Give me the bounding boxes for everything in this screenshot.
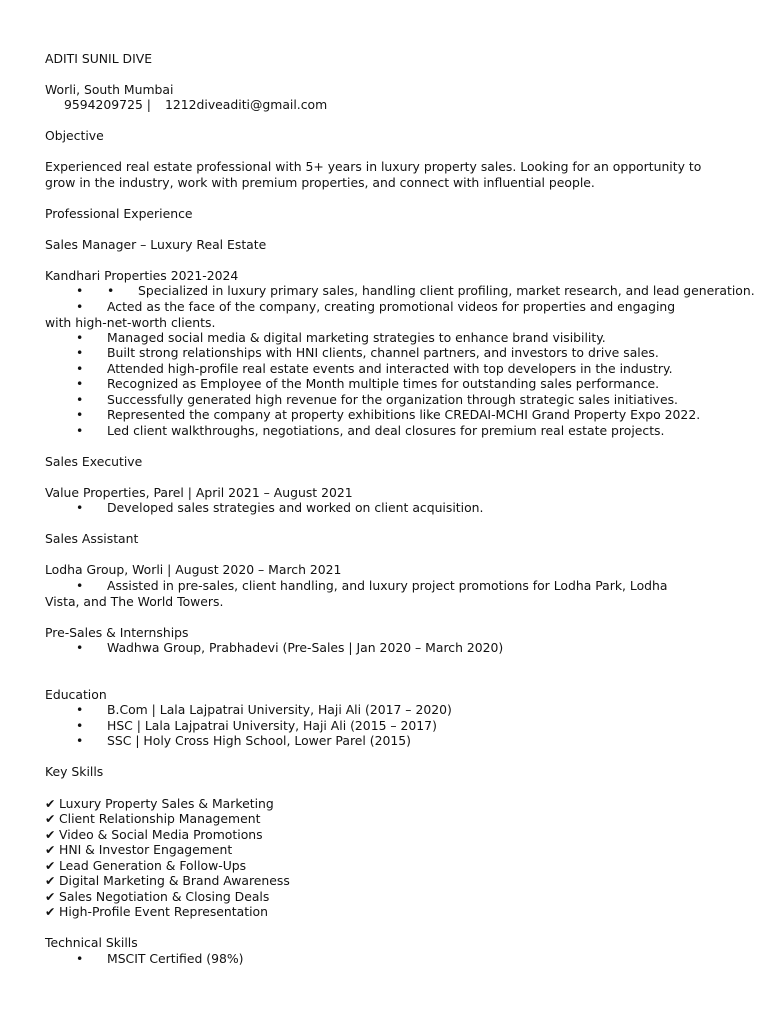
- list-item: Led client walkthroughs, negotiations, and deal closures for premium real estate projects.: [107, 423, 665, 438]
- bullet-glyph: •: [76, 423, 84, 438]
- list-item: SSC | Holy Cross High School, Lower Parel (2015): [107, 733, 411, 748]
- skill-item: [45, 858, 246, 874]
- bullet-glyph: •: [107, 283, 115, 298]
- bullet-glyph: •: [76, 376, 84, 391]
- list-item: Represented the company at property exhibitions like CREDAI-MCHI Grand Property Expo 2022.: [107, 407, 701, 422]
- skill-item: [45, 842, 232, 858]
- list-item: Attended high-profile real estate events and interacted with top developers in the industry.: [107, 361, 673, 376]
- job-company: Kandhari Properties 2021-2024: [45, 268, 239, 283]
- bullet-glyph: •: [76, 407, 84, 422]
- skill-label: Lead Generation & Follow-Ups: [59, 858, 247, 873]
- skill-label: Sales Negotiation & Closing Deals: [59, 889, 270, 904]
- skill-item: [45, 889, 269, 905]
- technical-skills-heading: Technical Skills: [45, 935, 138, 950]
- skill-label: Video & Social Media Promotions: [59, 827, 263, 842]
- bullet-glyph: •: [76, 500, 84, 515]
- list-item: Wadhwa Group, Prabhadevi (Pre-Sales | Jan 2020 – March 2020): [107, 640, 504, 655]
- skill-label: Luxury Property Sales & Marketing: [59, 796, 274, 811]
- bullet-glyph: •: [76, 733, 84, 748]
- job-company: Value Properties, Parel | April 2021 – August 2021: [45, 485, 353, 500]
- skill-item: [45, 904, 268, 920]
- location: Worli, South Mumbai: [45, 82, 174, 97]
- email: 1212diveaditi@gmail.com: [165, 97, 328, 112]
- job-company: Lodha Group, Worli | August 2020 – March 2021: [45, 562, 342, 577]
- list-item: Successfully generated high revenue for the organization through strategic sales initiatives.: [107, 392, 678, 407]
- job-title: Sales Assistant: [45, 531, 139, 546]
- job-title: Sales Manager – Luxury Real Estate: [45, 237, 267, 252]
- list-item: B.Com | Lala Lajpatrai University, Haji Ali (2017 – 2020): [107, 702, 452, 717]
- skill-item: [45, 827, 263, 843]
- skill-item: [45, 811, 260, 827]
- experience-heading: Professional Experience: [45, 206, 193, 221]
- check-icon: ✔: [45, 796, 56, 811]
- bullet-glyph: •: [76, 299, 84, 314]
- bullet-glyph: •: [76, 702, 84, 717]
- phone: 9594209725 |: [64, 97, 151, 112]
- check-icon: ✔: [45, 904, 56, 919]
- check-icon: ✔: [45, 873, 56, 888]
- list-item: Assisted in pre-sales, client handling, and luxury project promotions for Lodha Park, Lodha Vista, and The World Towers.: [45, 578, 668, 609]
- job-title: Pre-Sales & Internships: [45, 625, 189, 640]
- list-item: Acted as the face of the company, creating promotional videos for properties and engaging with high-net-worth clients.: [45, 299, 676, 330]
- education-heading: Education: [45, 687, 107, 702]
- skill-item: [45, 873, 290, 889]
- bullet-glyph: •: [76, 330, 84, 345]
- list-item: HSC | Lala Lajpatrai University, Haji Ali (2015 – 2017): [107, 718, 437, 733]
- skill-label: High-Profile Event Representation: [59, 904, 268, 919]
- objective-text: Experienced real estate professional with 5+ years in luxury property sales. Looking for an opportunity to grow in the industry, work with premium properties, and connect with influential people.: [45, 159, 702, 190]
- list-item: Developed sales strategies and worked on client acquisition.: [107, 500, 484, 515]
- key-skills-heading: Key Skills: [45, 764, 104, 779]
- bullet-glyph: •: [76, 578, 84, 593]
- bullet-glyph: •: [76, 718, 84, 733]
- objective-heading: Objective: [45, 128, 104, 143]
- list-item: Specialized in luxury primary sales, handling client profiling, market research, and lead generation.: [138, 283, 755, 298]
- bullet-glyph: •: [76, 283, 84, 298]
- bullet-glyph: •: [76, 640, 84, 655]
- list-item: MSCIT Certified (98%): [107, 951, 244, 966]
- bullet-glyph: •: [76, 345, 84, 360]
- check-icon: ✔: [45, 811, 56, 826]
- bullet-glyph: •: [76, 951, 84, 966]
- skill-item: [45, 796, 274, 812]
- skill-label: Client Relationship Management: [59, 811, 261, 826]
- check-icon: ✔: [45, 889, 56, 904]
- check-icon: ✔: [45, 858, 56, 873]
- list-item: Recognized as Employee of the Month multiple times for outstanding sales performance.: [107, 376, 660, 391]
- job-title: Sales Executive: [45, 454, 143, 469]
- bullet-glyph: •: [76, 392, 84, 407]
- check-icon: ✔: [45, 827, 56, 842]
- list-item: Built strong relationships with HNI clients, channel partners, and investors to drive sales.: [107, 345, 659, 360]
- candidate-name: ADITI SUNIL DIVE: [45, 51, 153, 66]
- list-item: Managed social media & digital marketing strategies to enhance brand visibility.: [107, 330, 606, 345]
- skill-label: HNI & Investor Engagement: [59, 842, 233, 857]
- bullet-glyph: •: [76, 361, 84, 376]
- skill-label: Digital Marketing & Brand Awareness: [59, 873, 290, 888]
- check-icon: ✔: [45, 842, 56, 857]
